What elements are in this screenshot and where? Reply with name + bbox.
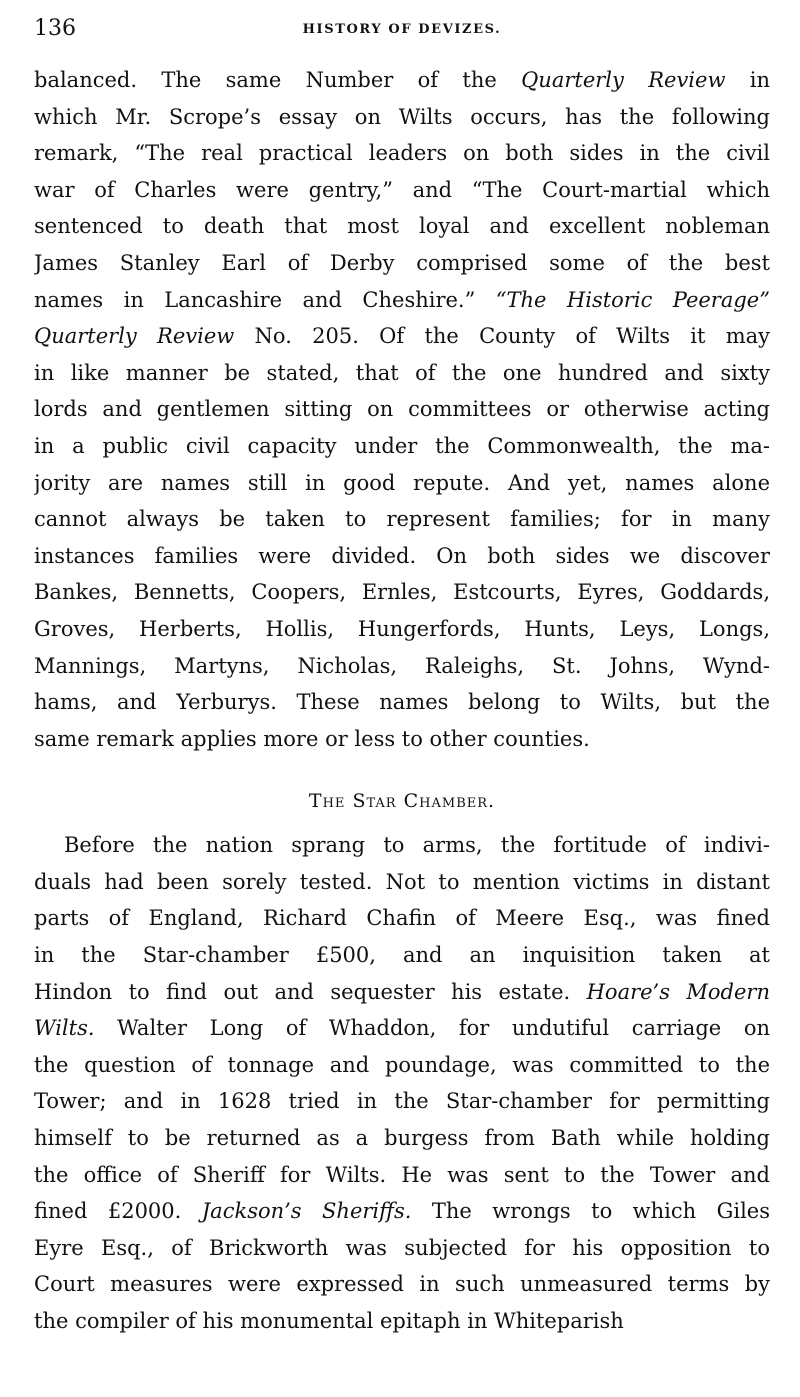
text-segment: cannot always be taken to represent families; for in many xyxy=(34,507,770,532)
text-line xyxy=(34,172,770,209)
text-line xyxy=(34,611,770,648)
text-line xyxy=(34,1230,770,1267)
text-line xyxy=(34,1047,770,1084)
text-segment: James Stanley Earl of Derby comprised some of the best xyxy=(34,250,770,275)
text-segment: in a public civil capacity under the Commonwealth, the ma- xyxy=(34,433,770,458)
text-segment: Eyre Esq., of Brickworth was subjected for his opposition to xyxy=(34,1235,770,1260)
text-segment: the question of tonnage and poundage, was committed to the xyxy=(34,1052,770,1077)
text-segment: jority are names still in good repute. And yet, names alone xyxy=(34,470,770,495)
text-line xyxy=(34,282,770,319)
text-line xyxy=(34,684,770,721)
text-segment: The wrongs to which Giles xyxy=(411,1199,770,1224)
text-segment: names in Lancashire and Cheshire.” xyxy=(34,287,496,312)
text-segment: Before the nation sprang to arms, the fortitude of indivi- xyxy=(64,833,770,858)
text-line xyxy=(34,1266,770,1303)
text-segment: Walter Long of Whaddon, for undutiful carriage on xyxy=(94,1016,770,1041)
text-line xyxy=(34,465,770,502)
text-line xyxy=(34,62,770,99)
text-line xyxy=(34,1010,770,1047)
text-segment: the compiler of his monumental epitaph in Whiteparish xyxy=(34,1309,624,1333)
page-number: 136 xyxy=(34,16,76,41)
text-line xyxy=(34,391,770,428)
text-line xyxy=(34,318,770,355)
text-line xyxy=(34,1303,770,1340)
text-line xyxy=(34,1083,770,1120)
text-segment: sentenced to death that most loyal and excellent nobleman xyxy=(34,214,770,239)
text-line xyxy=(34,245,770,282)
text-line xyxy=(34,538,770,575)
text-segment: instances families were divided. On both sides we discover xyxy=(34,543,770,568)
text-segment: in the Star-chamber £500, and an inquisition taken at xyxy=(34,943,770,968)
text-segment: himself to be returned as a burgess from Bath while holding xyxy=(34,1126,770,1151)
text-segment: fined £2000. xyxy=(34,1199,202,1224)
text-segment: which Mr. Scrope’s essay on Wilts occurs, has the following xyxy=(34,104,770,129)
italic-text: Jackson’s Sheriffs. xyxy=(201,1199,412,1224)
text-segment: in xyxy=(725,68,770,92)
text-segment: parts of England, Richard Chafin of Meere Esq., was fined xyxy=(34,906,770,931)
text-segment: war of Charles were gentry,” and “The Court-martial which xyxy=(34,177,770,202)
text-line xyxy=(34,574,770,611)
section-heading: The Star Chamber. xyxy=(308,790,496,813)
text-segment: Tower; and in 1628 tried in the Star-chamber for permitting xyxy=(34,1089,770,1114)
text-line xyxy=(34,974,770,1011)
text-line xyxy=(34,900,770,937)
text-line xyxy=(34,721,770,758)
italic-text: Wilts. xyxy=(34,1016,95,1041)
text-line xyxy=(34,135,770,172)
text-line xyxy=(34,99,770,136)
text-line xyxy=(34,864,770,901)
text-line xyxy=(34,428,770,465)
text-line xyxy=(34,827,770,864)
italic-text: Quarterly Review xyxy=(34,324,235,349)
text-segment: the office of Sheriff for Wilts. He was sent to the Tower and xyxy=(34,1162,770,1187)
text-segment: Hindon to find out and sequester his estate. xyxy=(34,979,587,1004)
page-header xyxy=(34,14,770,54)
text-segment: in like manner be stated, that of the one hundred and sixty xyxy=(34,360,770,385)
running-head: HISTORY OF DEVIZES. xyxy=(302,22,502,37)
italic-text: Quarterly Review xyxy=(521,68,726,92)
text-line xyxy=(34,937,770,974)
text-line xyxy=(34,1193,770,1230)
text-segment: lords and gentlemen sitting on committees or otherwise acting xyxy=(34,397,770,422)
text-segment: hams, and Yerburys. These names belong to Wilts, but the xyxy=(34,690,770,715)
text-line xyxy=(34,1120,770,1157)
paragraph-2 xyxy=(34,827,770,1339)
text-segment: balanced. The same Number of the xyxy=(34,68,522,92)
text-segment: No. 205. Of the County of Wilts it may xyxy=(234,324,770,349)
text-line xyxy=(34,1157,770,1194)
text-segment: Court measures were expressed in such unmeasured terms by xyxy=(34,1272,770,1297)
text-line xyxy=(34,501,770,538)
text-segment: Mannings, Martyns, Nicholas, Raleighs, St. Johns, Wynd- xyxy=(34,653,770,678)
text-segment: same remark applies more or less to other counties. xyxy=(34,726,590,751)
text-line xyxy=(34,648,770,685)
text-line xyxy=(34,355,770,392)
italic-text: “The Historic Peerage” xyxy=(495,287,770,312)
italic-text: Hoare’s Modern xyxy=(586,979,770,1004)
text-segment: Bankes, Bennetts, Coopers, Ernles, Estcourts, Eyres, Goddards, xyxy=(34,580,770,605)
text-line xyxy=(34,208,770,245)
text-segment: remark, “The real practical leaders on both sides in the civil xyxy=(34,141,770,166)
text-segment: Groves, Herberts, Hollis, Hungerfords, Hunts, Leys, Longs, xyxy=(34,616,770,641)
text-segment: duals had been sorely tested. Not to mention victims in distant xyxy=(34,869,770,894)
paragraph-1 xyxy=(34,62,770,757)
